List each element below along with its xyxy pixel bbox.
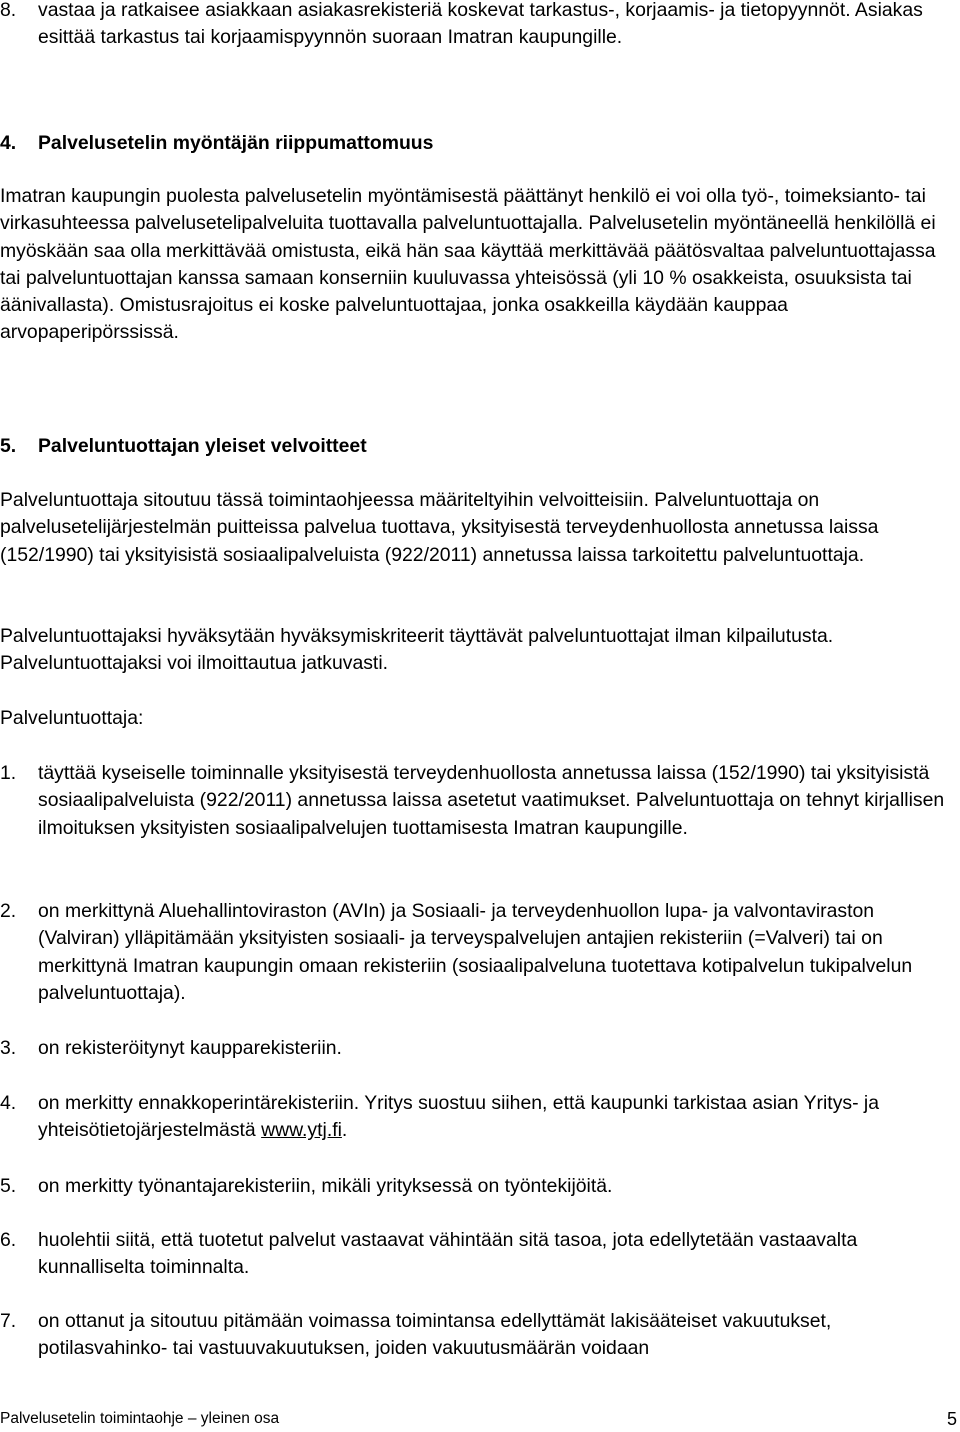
section-4-number: 4.	[0, 132, 17, 154]
requirement-number: 2.	[0, 900, 17, 922]
requirement-number: 4.	[0, 1092, 17, 1114]
requirement-item-4	[0, 1090, 955, 1145]
requirement-number: 6.	[0, 1229, 17, 1251]
section-5-paragraph-1: Palveluntuottaja sitoutuu tässä toimintaohjeessa määriteltyihin velvoitteisiin. Palveluntuottaja on palvelusetelijärjestelmän puitteissa palvelua tuottava, yksityisestä terveydenhuollosta annetussa laissa (152/1990) tai yksityisistä sosiaalipalveluista (922/2011) annetussa laissa tarkoitettu palveluntuottaja.	[0, 489, 879, 566]
requirement-text-before: on merkitty ennakkoperintärekisteriin. Yritys suostuu siihen, että kaupunki tarkistaa asian Yritys- ja yhteisötietojärjestelmästä	[38, 1092, 880, 1142]
requirement-item-7	[0, 1308, 955, 1363]
requirement-item-1	[0, 760, 955, 842]
requirement-text: on merkittynä Aluehallintoviraston (AVIn) ja Sosiaali- ja terveydenhuollon lupa- ja valvontaviraston (Valviran) ylläpitämään yksityisten sosiaali- ja terveyspalvelujen antajien rekisteriin (=Valveri) tai on merkittynä Imatran kaupungin omaan rekisteriin (sosiaalipalveluna tuotettava kotipalvelun tukipalvelun palveluntuottaja).	[38, 900, 913, 1004]
section-4-paragraph: Imatran kaupungin puolesta palvelusetelin myöntämisestä päättänyt henkilö ei voi olla työ-, toimeksianto- tai virkasuhteessa palvelusetelipalveluita tuottavalla palveluntuottajalla. Palvelusetelin myöntäneellä henkilöllä ei myöskään saa olla merkittävää omistusta, eikä hän saa käyttää merkittävää päätösvaltaa palveluntuottajassa tai palveluntuottajan kanssa samaan konserniin kuuluvassa yhteisössä (yli 10 % osakkeista, osuuksista tai äänivallasta). Omistusrajoitus ei koske palveluntuottajaa, jonka osakkeilla käydään kauppaa arvopaperipörssissä.	[0, 185, 936, 344]
requirement-text: on merkitty työnantajarekisteriin, mikäli yrityksessä on työntekijöitä.	[38, 1175, 613, 1197]
section-5-heading	[0, 433, 955, 460]
footer-page-number: 5	[946, 1409, 957, 1429]
requirement-number: 1.	[0, 762, 17, 784]
requirement-item-2	[0, 898, 955, 1007]
list-item-text: vastaa ja ratkaisee asiakkaan asiakasrekisteriä koskevat tarkastus-, korjaamis- ja tietopyynnöt. Asiakas esittää tarkastus tai korjaamispyynnön suoraan Imatran kaupungille.	[38, 0, 923, 49]
provider-subheading: Palveluntuottaja:	[0, 707, 144, 729]
requirement-text: huolehtii siitä, että tuotetut palvelut vastaavat vähintään sitä tasoa, jota edellytetään vastaavalta kunnalliselta toiminnalta.	[38, 1229, 858, 1279]
section-5-paragraph-2: Palveluntuottajaksi hyväksytään hyväksymiskriteerit täyttävät palveluntuottajat ilman kilpailutusta. Palveluntuottajaksi voi ilmoittautua jatkuvasti.	[0, 625, 834, 675]
requirement-item-6	[0, 1227, 955, 1282]
requirement-text-after: .	[341, 1119, 348, 1142]
requirement-number: 3.	[0, 1037, 17, 1059]
section-4-title: Palvelusetelin myöntäjän riippumattomuus	[38, 132, 434, 154]
requirement-item-5	[0, 1173, 955, 1200]
requirement-number: 5.	[0, 1175, 17, 1197]
requirement-number: 7.	[0, 1310, 17, 1332]
section-5-title: Palveluntuottajan yleiset velvoitteet	[38, 435, 367, 457]
footer-document-title: Palvelusetelin toimintaohje – yleinen osa	[0, 1410, 280, 1427]
requirement-text: on ottanut ja sitoutuu pitämään voimassa toimintansa edellyttämät lakisääteiset vakuutukset, potilasvahinko- tai vastuuvakuutuksen, joiden vakuutusmäärän voidaan	[38, 1310, 832, 1360]
list-item-number: 8.	[0, 0, 17, 21]
requirement-text: on rekisteröitynyt kaupparekisteriin.	[38, 1037, 342, 1059]
requirement-item-3	[0, 1035, 955, 1062]
section-5-number: 5.	[0, 435, 17, 457]
section-4-heading	[0, 130, 955, 157]
list-item-8	[0, 0, 955, 52]
ytj-link[interactable]: www.ytj.fi	[261, 1119, 342, 1142]
requirement-text: täyttää kyseiselle toiminnalle yksityisestä terveydenhuollosta annetussa laissa (152/1990) tai yksityisistä sosiaalipalveluista (922/2011) annetussa laissa asetetut vaatimukset. Palveluntuottaja on tehnyt kirjallisen ilmoituksen yksityisten sosiaalipalvelujen tuottamisesta Imatran kaupungille.	[38, 762, 945, 839]
